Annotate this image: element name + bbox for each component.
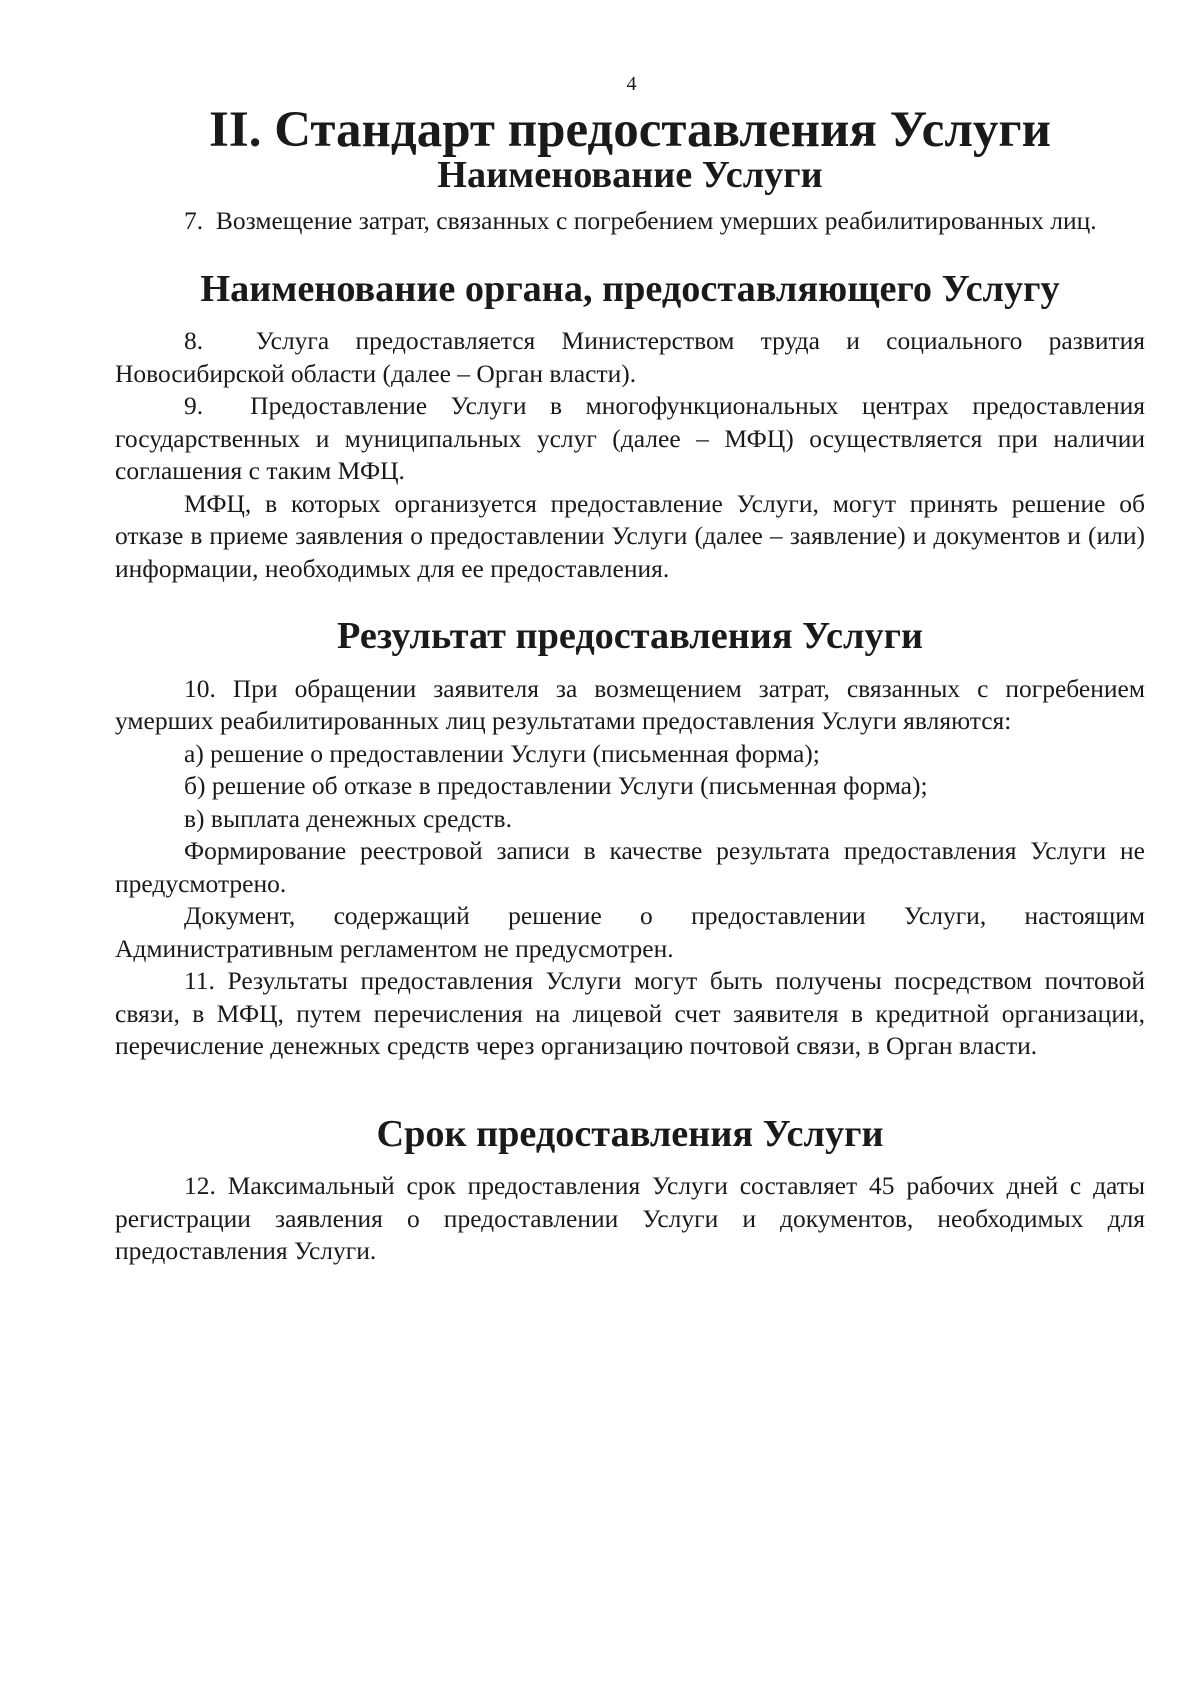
paragraph-7: 7. Возмещение затрат, связанных с погребением умерших реабилитированных лиц.: [184, 206, 1097, 235]
heading-service-name: Наименование Услуги: [437, 153, 823, 196]
paragraph-decision-document: Документ, содержащий решение о предоставлении Услуги, настоящим Административным регламентом не предусмотрен.: [115, 901, 1145, 963]
list-item-a: а) решение о предоставлении Услуги (письменная форма);: [184, 738, 820, 768]
paragraph-10: 10. При обращении заявителя за возмещением затрат, связанных с погребением умерших реабилитированных лиц результатами предоставления Услуги являются:: [115, 673, 1145, 735]
paragraph-registry-record: Формирование реестровой записи в качестве результата предоставления Услуги не предусмотрено.: [115, 836, 1145, 898]
document-body: [115, 102, 1145, 1268]
paragraph-8: 8. Услуга предоставляется Министерством труда и социального развития Новосибирской области (далее – Орган власти).: [115, 326, 1145, 388]
paragraph-9: 9. Предоставление Услуги в многофункциональных центрах предоставления государственных и муниципальных услуг (далее – МФЦ) осуществляется при наличии соглашения с таким МФЦ.: [115, 391, 1145, 485]
heading-service-term: Срок предоставления Услуги: [376, 1112, 884, 1155]
paragraph-11: 11. Результаты предоставления Услуги могут быть получены посредством почтовой связи, в МФЦ, путем перечисления на лицевой счет заявителя в кредитной организации, перечисление денежных средств через организацию почтовой связи, в Орган власти.: [115, 966, 1145, 1060]
section-title-standard: II. Стандарт предоставления Услуги: [209, 102, 1051, 158]
paragraph-12: 12. Максимальный срок предоставления Услуги составляет 45 рабочих дней с даты регистрации заявления о предоставлении Услуги и документов, необходимых для предоставления Услуги.: [115, 1171, 1145, 1265]
paragraph-mfc-refusal: МФЦ, в которых организуется предоставление Услуги, могут принять решение об отказе в приеме заявления о предоставлении Услуги (далее – заявление) и документов и (или) информации, необходимых для ее предоставления.: [115, 488, 1145, 583]
page-number: 4: [626, 73, 637, 95]
list-item-v: в) выплата денежных средств.: [184, 803, 512, 833]
list-item-b: б) решение об отказе в предоставлении Услуги (письменная форма);: [184, 771, 928, 800]
heading-service-result: Результат предоставления Услуги: [336, 615, 923, 657]
heading-providing-authority: Наименование органа, предоставляющего Услугу: [200, 267, 1060, 310]
